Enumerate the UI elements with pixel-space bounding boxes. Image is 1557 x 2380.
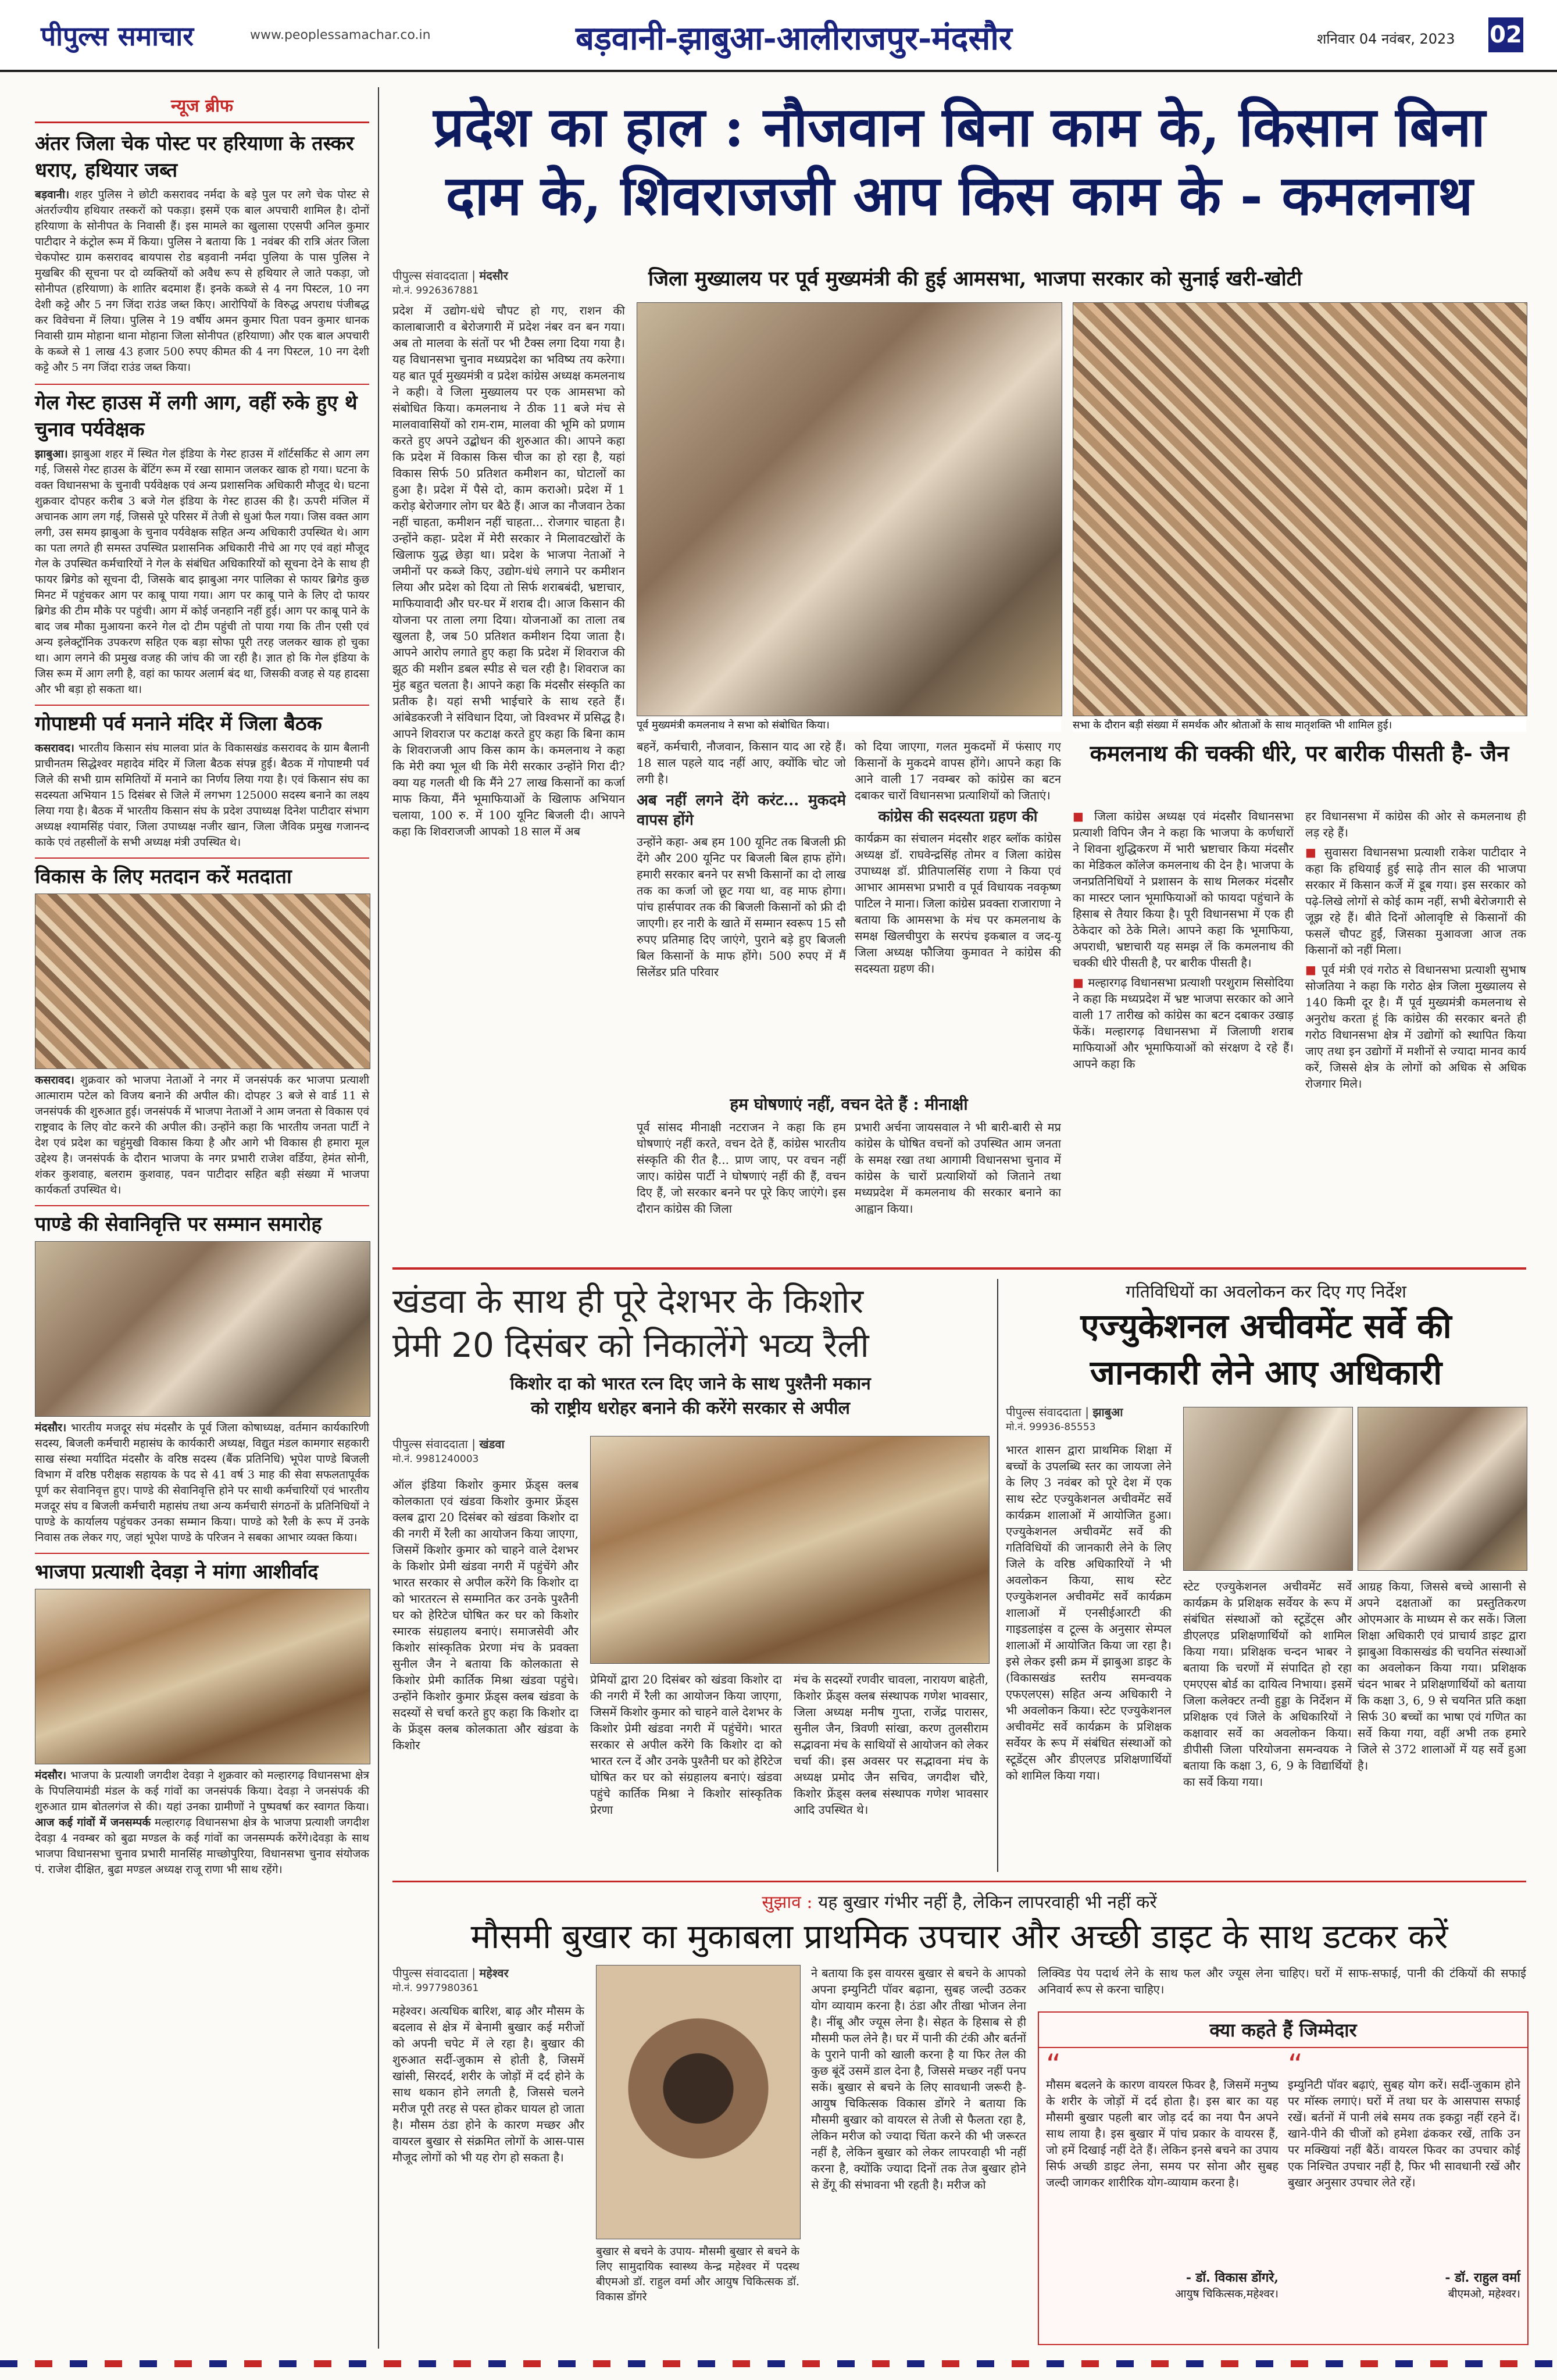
quote-text: इम्युनिटी पॉवर बढ़ाएं, सुबह योग करें। सर्दी-जुकाम होने पर मॉस्क लगाएं। घरों में तथा घर के आसपास सफाई रखें। बर्तनों में पानी लंबे समय तक इकट्ठा नहीं रहने दें। खाने-पीने की चीजों को हमेशा ढंककर रखें, ताकि उन पर मक्खियां नहीं बैठें। वायरल फिवर का उपचार कोई एक निश्चित उपचार नहीं है, फिर भी सावधानी रखें और बुखार अनुसार उपचार लेते रहें। xyxy=(1288,2078,1520,2189)
kishore-house-photo xyxy=(590,1436,990,1664)
quote-author: - डॉ. विकास डोंगरे, xyxy=(1185,2270,1279,2285)
lead-body-col2b: पूर्व सांसद मीनाक्षी नटराजन ने कहा कि हम घोषणाएं नहीं करते, वचन देते हैं, कांग्रेस भारतीय संस्कृति की रीत है... प्राण जाए, पर वचन नहीं जाए। कांग्रेस पार्टी ने घोषणाएं नहीं की हैं, वचन दिए हैं, जो सरकार बनने पर पूरे किए जाएंगे। इस दौरान कांग्रेस की जिला xyxy=(637,1120,846,1216)
story-headline[interactable]: गेल गेस्ट हाउस में लगी आग, वहीं रुके हुए थे चुनाव पर्यवेक्षक xyxy=(35,384,369,443)
lead-body-col3: को दिया जाएगा, गलत मुकदमों में फंसाए गए किसानों के मुकदमे वापस होंगे। आपने कहा कि आने वाली 17 नवम्बर को कांग्रेस का बटन दबाकर चारों विधानसभा प्रत्याशियों को जिताएं। कांग्रेस की सदस्यता ग्रहण की कार्यक्रम का संचालन मंदसौर शहर ब्लॉक कांग्रेस अध्यक्ष डॉ. राघवेन्द्रसिंह तोमर व जिला कांग्रेस उपाध्यक्ष डॉ. प्रीतिपालसिंह राणा ने किया एवं आभार आमसभा प्रभारी व पूर्व विधायक नवकृष्ण पाटिल ने माना। जिला कांग्रेस प्रवक्ता राजाराणा ने बताया कि आमसभा के मंच पर कमलनाथ के समक्ष खिलचीपुरा के सरपंच इकबाल व जद-यू जिला अध्यक्ष फौजिया कुमावत ने कांग्रेस की सदस्यता ग्रहण की। xyxy=(855,739,1061,975)
bullet-icon: ■ xyxy=(1305,963,1317,977)
quote-author: - डॉ. राहुल वर्मा xyxy=(1445,2270,1520,2285)
kicker: सुझाव : यह बुखार गंभीर नहीं है, लेकिन लापरवाही भी नहीं करें xyxy=(762,1892,1157,1913)
mosquito-photo xyxy=(596,1965,801,2239)
khandwa-story xyxy=(392,1279,988,1872)
edition-title: बड़वानी-झाबुआ-आलीराजपुर-मंदसौर xyxy=(576,19,1012,58)
section-divider xyxy=(392,1881,1526,1882)
quote-icon: “ xyxy=(1046,2048,1061,2082)
dateline-separator: | xyxy=(1085,1405,1089,1419)
section-divider xyxy=(392,1267,1526,1270)
jhabua-col1: भारत शासन द्वारा प्राथमिक शिक्षा में बच्चों के उपलब्धि स्तर का जायजा लेने के लिए 3 नवंबर को पूरे देश में एक साथ स्टेट एज्युकेशनल अचीवमेंट सर्वे कार्यक्रम शालाओं में आयोजित हुआ। एज्युकेशनल अचीवमेंट सर्वे की गतिविधियों की जानकारी लेने के लिए जिले के वरिष्ठ अधिकारियों ने भी अवलोकन किया, साथ स्टेट एज्युकेशनल अचीवमेंट सर्वे कार्यक्रम शालाओं में एनसीईआरटी की गाइडलाइंस व टूल्स के अनुसार सेम्पल शालाओं में आयोजित किया जा रहा है। इसे लेकर इसी क्रम में झाबुआ डाइट के (विकासखंड स्तरीय समन्वयक एफएलएस) सहित अन्य अधिकारी ने भी अवलोकन किया। स्टेट एज्युकेशनल अचीवमेंट सर्वे कार्यक्रम के प्रशिक्षक सर्वेयर के रूप में संबंधित संस्थाओं को स्टूडेंट्स और डीएलएड प्रशिक्षणार्थियों को शामिल किया गया। xyxy=(1006,1443,1172,1782)
photo-caption: पूर्व मुख्यमंत्री कमलनाथ ने सभा को संबोधित किया। xyxy=(637,718,1061,732)
khandwa-col3: मंच के सदस्यों रणवीर चावला, नारायण बाहेती, किशोर फ्रेंड्स क्लब संस्थापक गणेश भावसार, जिला अध्यक्ष मनीष गुप्ता, राजेंद्र पारासर, सुनील जैन, त्रिवणी सांखा, करण तुलसीराम सद्भावना मंच के साथियों से आयोजन को लेकर चर्चा की। इस अवसर पर सद्भावना मंच के अध्यक्ष प्रमोद जैन सचिव, जगदीश चौरे, किशोर फ्रेंड्स क्लब संस्थापक गणेश भावसार आदि उपस्थित थे। xyxy=(794,1673,988,1817)
dateline-separator: | xyxy=(472,1966,476,1980)
ceremony-photo xyxy=(35,1241,370,1417)
story-body: मंदसौर। भारतीय मजदूर संघ मंदसौर के पूर्व जिला कोषाध्यक्ष, वर्तमान कार्यकारिणी सदस्य, बिजली कर्मचारी महासंघ के कार्यकारी अध्यक्ष, विद्युत मंडल कामगार सहकारी साख संस्था मर्यादित मंदसौर के वरिष्ठ सदस्य (बैंक प्रतिनिधि) भूपेश पाण्डे बिजली विभाग में वरिष्ठ परीक्षक सहायक के पद से 41 वर्ष 3 माह की सेवा सफलतापूर्वक पूर्ण कर सेवानिवृत्त हुए। पाण्डे की सेवानिवृत्ति होने पर साथी कर्मचारियों एवं भारतीय मजदूर संघ व बिजली कर्मचारी महासंघ तथा अन्य कर्मचारी संगठनों के प्रतिनिधियों ने पाण्डे के कार्यालय पहुंचकर उनका सम्मान किया। पाण्डे को रैली के रूप में उनके निवास तक लेकर गए, जहां भूपेश पाण्डे के परिजन ने सबका आभार व्यक्त किया। xyxy=(35,1421,369,1544)
box-col2: हर विधानसभा में कांग्रेस की ओर से कमलनाथ ही लड़ रहे हैं। ■ सुवासरा विधानसभा प्रत्याशी राकेश पाटीदार ने कहा कि हथियाई हुई साढ़े तीन साल की भाजपा सरकार में किसान कर्जे में डूब गया। इस सरकार को पढ़े-लिखे लोगों से कोई काम नहीं, सभी बेरोजगारी से जूझ रहे हैं। बीते दिनों ओलावृष्टि से किसानों की फसलें चौपट हुईं, जिसका मुआवजा आज तक किसानों को नहीं मिला। ■ पूर्व मंत्री एवं गरोठ से विधानसभा प्रत्याशी सुभाष सोजतिया ने कहा कि गरोठ क्षेत्र जिला मुख्यालय से 140 किमी दूर है। मैं पूर्व मुख्यमंत्री कमलनाथ से अनुरोध करता हूं कि कांग्रेस की सरकार बनते ही गरोठ विधानसभा क्षेत्र में उद्योगों को स्थापित किया जाए तथा इन उद्योगों में मशीनों से ज्यादा मानव कार्य करें, जिससे क्षेत्र के लोगों को अधिक से अधिक रोजगार मिले। xyxy=(1305,809,1526,1091)
khandwa-subhead: किशोर दा को भारत रत्न दिए जाने के साथ पुश्तैनी मकान को राष्ट्रीय धरोहर बनाने की करेंगे सरकार से अपील xyxy=(510,1374,871,1418)
classroom-photo-1 xyxy=(1183,1407,1353,1571)
story-headline[interactable]: पाण्डे की सेवानिवृत्ति पर सम्मान समारोह xyxy=(35,1205,369,1238)
story-body: कसरावद। शुक्रवार को भाजपा नेताओं ने नगर में जनसंपर्क कर भाजपा प्रत्याशी आत्माराम पटेल को विजय बनाने की अपील की। दोपहर 3 बजे से वार्ड 11 से जनसंपर्क की शुरुआत हुई। जनसंपर्क में भाजपा नेताओं ने आम जनता से विकास एवं राष्ट्रवाद के लिए वोट करने की अपील की। उन्होंने कहा कि भारतीय जनता पार्टी ने देश एवं प्रदेश का चहुंमुखी विकास किया है और आगे भी विकास ही हमारा मूल उद्देश्य है। जनसंपर्क के दौरान भाजपा के नगर प्रभारी राजेश वर्डिया, हेमंत सोनी, शंकर कुशवाह, बलराम कुशवाह, पवन पाटीदार सहित बड़ी संख्या में भाजपा कार्यकर्ता उपस्थित थे। xyxy=(35,1074,369,1196)
box-headline[interactable]: कमलनाथ की चक्की धीरे, पर बारीक पीसती है- जैन xyxy=(1090,740,1509,766)
health-story xyxy=(392,1889,1526,2343)
story-body: बड़वानी। शहर पुलिस ने छोटी कसरावद नर्मदा के बड़े पुल पर लगे चेक पोस्ट से अंतर्राज्यीय हथियार तस्करों को पकड़ा। इसमें एक बाल अपचारी शामिल है। दोनों हरियाणा के सोनीपत के निवासी हैं। इस मामले का खुलासा एएसपी अनिल कुमार पाटीदार ने कंट्रोल रूम में किया। पुलिस ने बताया कि 1 नवंबर की रात्रि अंतर जिला चेकपोस्ट ग्राम कसरावद बायपास रोड बड़वानी नर्मदा पुलिया के पास पुलिस ने मुखबिर की सूचना पर दो व्यक्तियों को अवैध रूप से हथियार ले जाते पकड़ा, जो सोनीपत (हरियाणा) के शातिर बदमाश हैं। इनके कब्जे से 4 नग पिस्टल, 10 नग देशी कट्टे और 5 नग जिंदा राउंड जब्त किए। आरोपियों के विरुद्ध अपराध पंजीबद्ध कर विवेचना में लिया। पुलिस ने 19 वर्षीय अमन कुमार पिता पवन कुमार धानक निवासी ग्राम मोहाना थाना मोहाना जिला सोनीपत (हरियाणा) और एक बाल अपचारी के कब्जे से 1 लाख 43 हजार 500 रुपए कीमत की 4 नग पिस्टल, 10 नग देशी कट्टे और 5 नग जिंदा राउंड जब्त किया। xyxy=(35,188,369,374)
byline: पीपुल्स संवाददाता | खंडवा मो.नं. 9981240003 xyxy=(392,1437,505,1465)
logo[interactable]: पीपुल्स समाचार xyxy=(41,20,194,52)
story-headline[interactable]: गोपाष्टमी पर्व मनाने मंदिर में जिला बैठक xyxy=(35,705,369,737)
crowd-photo xyxy=(1073,302,1527,716)
column-divider xyxy=(378,87,379,2349)
quote-role: बीएमओ, महेश्वर। xyxy=(1448,2288,1520,2300)
box-col1: ■ जिला कांग्रेस अध्यक्ष एवं मंदसौर विधानसभा प्रत्याशी विपिन जैन ने कहा कि भाजपा के कर्णधारों ने शिवना शुद्धिकरण में भारी भ्रष्टाचार किया मंदसौर का मेडिकल कॉलेज कमलनाथ की देन है। भाजपा के जनप्रतिनिधियों ने प्रशासन के साथ मिलकर मंदसौर का मास्टर प्लान भूमाफियाओं को फायदा पहुंचाने के हिसाब से तैयार किया है। पूरी विधानसभा में एक ही ठेकेदार को ठेके मिले। आपने कहा कि भूमाफिया, अपराधी, भ्रष्टाचारी यह समझ लें कि कमलनाथ की चक्की धीरे पीसती है, पर बारीक पीसती है। ■ मल्हारगढ़ विधानसभा प्रत्याशी परशुराम सिसोदिया ने कहा कि मध्यप्रदेश में भ्रष्ट भाजपा सरकार को आने वाली 17 तारीख को कांग्रेस का बटन दबाकर उखाड़ फेंकें। मल्हारगढ़ विधानसभा में जिलाणी शराब माफियाओं और भूमाफियाओं को संरक्षण दे रहे हैं। आपने कहा कि xyxy=(1073,809,1294,1071)
dateline-separator: | xyxy=(472,1437,476,1451)
quote-role: आयुष चिकित्सक,महेश्वर। xyxy=(1175,2288,1279,2300)
officials-box xyxy=(1038,2011,1529,2345)
jain-box xyxy=(1073,738,1526,1262)
jhabua-col3: आग्रह किया, जिससे बच्चे आसानी से अपने दक्षताओं का प्रस्तुतिकरण ओएमआर के माध्यम से कर सकें। जिला शिक्षा अधिकारी एवं प्राचार्य डाइट द्वारा झाबुआ विकासखंड की चयनित संस्थाओं का अवलोकन किया गया। प्रशिक्षक चंदन भाबर ने प्रशिक्षणार्थियों को बताया कि कक्षा 3, 6, 9 से चयनित प्रति कक्षा सिर्फ 30 बच्चों का भाषा एवं गणित का सर्वे किया गया, वहीं अभी तक हमारे जिले से 372 शालाओं में यह सर्वे हुआ है। xyxy=(1358,1579,1526,1773)
quote-doctor-2 xyxy=(1288,2048,1520,2338)
lead-subhead: जिला मुख्यालय पर पूर्व मुख्यमंत्री की हुई आमसभा, भाजपा सरकार को सुनाई खरी-खोटी xyxy=(648,267,1302,291)
footer-strip xyxy=(0,2360,1557,2367)
byline: पीपुल्स संवाददाता | महेश्वर मो.नं. 9977980361 xyxy=(392,1966,509,1994)
news-brief-column xyxy=(35,93,369,1878)
story-headline[interactable]: भाजपा प्रत्याशी देवड़ा ने मांगा आशीर्वाद xyxy=(35,1553,369,1585)
subhead: अब नहीं लगने देंगे करंट... मुकदमे वापस होंगे xyxy=(637,792,846,829)
lead-body-col3b: प्रभारी अर्चना जायसवाल ने भी बारी-बारी से मप्र कांग्रेस के घोषित वचनों को उपस्थित आम जनता के समक्ष रखा तथा आगामी विधानसभा चुनाव में कांग्रेस के चारों प्रत्याशियों को जिताने तथा मध्यप्रदेश में कमलनाथ की सरकार बनाने का आह्वान किया। xyxy=(855,1120,1061,1216)
bullet-icon: ■ xyxy=(1073,809,1087,823)
page-number: 02 xyxy=(1488,17,1523,52)
masthead xyxy=(0,0,1557,72)
byline: पीपुल्स संवाददाता | झाबुआ मो.नं. 99936-85553 xyxy=(1006,1405,1123,1433)
story-body: कसरावद। भारतीय किसान संघ मालवा प्रांत के विकासखंड कसरावद के ग्राम बैलानी प्राचीनतम सिद्धेश्वर महादेव मंदिर में जिला बैठक संपन्न हुई। बैठक में गोपाष्टमी पर्व जिले की सभी ग्राम समितियों में मनाने का निर्णय लिया गया है। एवं किसान संघ का सदस्यता अभियान 15 दिसंबर से जिले में लगभग 125000 सदस्य बनाने का लक्ष्य लिया गया है। बैठक में भारतीय किसान संघ के प्रदेश उपाध्यक्ष दिनेश पाटीदार संभाग अध्यक्ष श्यामसिंह पंवार, जिला उपाध्यक्ष नजीर खान, जिला जैविक प्रमुख गजानन्द काके एवं तहसीलों के सभी अध्यक्ष मंत्री उपस्थित थे। xyxy=(35,742,369,849)
lead-body-col2: बहनें, कर्मचारी, नौजवान, किसान याद आ रहे हैं। 18 साल पहले याद नहीं आए, क्योंकि चोट जो लगी है। अब नहीं लगने देंगे करंट... मुकदमे वापस होंगे उन्होंने कहा- अब हम 100 यूनिट तक बिजली फ्री देंगे और 200 यूनिट पर बिजली बिल हाफ होंगे। हमारी सरकार बनने पर सभी किसानों का दो लाख तक का कर्जा जो छूट गया था, वह माफ होगा। पांच हार्सपावर तक की बिजली किसानों को फ्री दी जाएगी। हर नारी के खाते में सम्मान स्वरूप 15 सौ रुपए प्रतिमाह दिए जाएंगे, पुराने बड़े हुए बिजली बिल किसानों के माफ होंगे। 500 रुपए में मैं सिलेंडर प्रति परिवार xyxy=(637,739,846,979)
story-body: मंदसौर। भाजपा के प्रत्याशी जगदीश देवड़ा ने शुक्रवार को मल्हारगढ़ विधानसभा क्षेत्र के पिपलियामंडी मंडल के कई गांवों का जनसंपर्क किया। देवड़ा ने जनसंपर्क की शुरुआत ग्राम बोतलगंज से की। यहां उनका ग्रामीणों ने पुष्पवर्षा कर स्वागत किया। आज कई गांवों में जनसम्पर्क मल्हारगढ़ विधानसभा क्षेत्र के भाजपा प्रत्याशी जगदीश देवड़ा 4 नवम्बर को बुढा मण्डल के कई गांवों का जनसम्पर्क करेंगे।देवड़ा के साथ भाजपा विधानसभा चुनाव प्रभारी मानसिंह माच्छोपुरिया, विधानसभा चुनाव संयोजक पं. राजेश दीक्षित, बुढा मण्डल अध्यक्ष राजू राणा भी साथ रहेंगे। xyxy=(35,1769,369,1876)
health-col1: महेश्वर। अत्यधिक बारिश, बाढ़ और मौसम के बदलाव से क्षेत्र में बेनामी बुखार कई मरीजों को अपनी चपेट में ले रहा है। बुखार की शुरुआत सर्दी-जुकाम से होती है, जिसमें खांसी, सिरदर्द, शरीर के जोड़ों में दर्द होने के साथ थकान होने लगती है, जिससे चलने मरीज पूरी तरह से पस्त होकर घायल हो जाता है। मौसम ठंडा होने के कारण मच्छर और वायरल बुखार से संक्रमित लोगों के आस-पास मौजूद लोगों को भी यह रोग हो सकता है। xyxy=(392,2004,584,2164)
subhead: कांग्रेस की सदस्यता ग्रहण की xyxy=(878,808,1038,826)
section-label: न्यूज ब्रीफ xyxy=(35,93,369,123)
story-headline[interactable]: विकास के लिए मतदान करें मतदाता xyxy=(35,857,369,890)
story-headline[interactable]: अंतर जिला चेक पोस्ट पर हरियाणा के तस्कर धराए, हथियार जब्त xyxy=(35,132,354,182)
khandwa-headline[interactable]: खंडवा के साथ ही पूरे देशभर के किशोर प्रेमी 20 दिसंबर को निकालेंगे भव्य रैली xyxy=(392,1281,869,1365)
health-col2: ने बताया कि इस वायरस बुखार से बचने के आपको अपना इम्युनिटी पॉवर बढ़ाना, सुबह जल्दी उठकर योग व्यायाम करना है। ठंडा और तीखा भोजन लेना है। नींबू और ज्यूस लेना है। सेहत के हिसाब से ही मौसमी फल लेने है। घर में पानी की टंकी और बर्तनों के पुराने पानी को खाली करना है या फिर तेल की कुछ बूंदें उसमें डाल देना है, जिससे मच्छर नहीं पनप सकें। बुखार से बचने के लिए सावधानी जरूरी है- आयुष चिकित्सक विकास डोंगरे ने बताया कि मौसमी बुखार को वायरल से तेजी से फैलता रहा है, लेकिन मरीज को ज्यादा चिंता करने की भी जरूरत नहीं है, लेकिन बुखार को लेकर लापरवाही भी नहीं करना है, क्योंकि ज्यादा दिनों तक तेज बुखार होने से डेंगू की संभावना भी रहती है। मरीज को xyxy=(811,1966,1026,2192)
candidate-photo xyxy=(35,1589,370,1764)
khandwa-col1: ऑल इंडिया किशोर कुमार फ्रेंड्स क्लब कोलकाता एवं खंडवा किशोर कुमार फ्रेंड्स क्लब द्वारा 20 दिसंबर को खंडवा किशोर दा की नगरी में रैली का आयोजन किया जाएगा, जिसमें किशोर कुमार को चाहने वाले देशभर के किशोर प्रेमी खंडवा नगरी में पहुंचेंगे और भारत सरकार से अपील करेंगे कि किशोर दा को भारतरत्न से सम्मानित कर उनके पुश्तैनी घर को हेरिटेज घोषित कर घर को किशोर स्मारक संग्रहालय बनाएं। समाजसेवी और किशोर सांस्कृतिक प्रेरणा मंच के प्रवक्ता सुनील जैन ने बताया कि कोलकाता से किशोर प्रेमी कार्तिक मिश्रा खंडवा पहुंचे। उन्होंने किशोर कुमार फ्रेंड्स क्लब खंडवा के सदस्यों से चर्चा करते हुए कहा कि किशोर दा के फ्रेंड्स क्लब कोलकाता और खंडवा के किशोर xyxy=(392,1478,578,1752)
dateline-separator: | xyxy=(472,269,476,283)
website-link[interactable]: www.peoplessamachar.co.in xyxy=(250,28,431,42)
classroom-photo-2 xyxy=(1358,1407,1527,1571)
photo-caption: सभा के दौरान बड़ी संख्या में समर्थक और श्रोताओं के साथ मातृशक्ति भी शामिल हुई। xyxy=(1073,718,1526,732)
health-headline[interactable]: मौसमी बुखार का मुकाबला प्राथमिक उपचार और अच्छी डाइट के साथ डटकर करें xyxy=(470,1917,1448,1956)
lead-story xyxy=(392,93,1526,1262)
issue-date: शनिवार 04 नवंबर, 2023 xyxy=(1317,31,1455,47)
quote-text: मौसम बदलने के कारण वायरल फिवर है, जिसमें मनुष्य के शरीर के जोड़ों में दर्द होता है। इस बार का यह मौसमी बुखार पहली बार जोड़ दर्द का नया पैन अपने साथ लाया है। इस बुखार में पांच प्रकार के वायरस हैं, जो हमें दिखाई नहीं देते हैं। लेकिन इनसे बचने का उपाय सिर्फ अच्छी डाइट लेना, समय पर सोना और सुबह जल्दी जागकर शारीरिक योग-व्यायाम करना है। xyxy=(1046,2078,1279,2189)
kicker: गतिविधियों का अवलोकन कर दिए गए निर्देश xyxy=(1126,1282,1406,1302)
jhabua-story xyxy=(1006,1279,1526,1872)
bullet-icon: ■ xyxy=(1305,845,1319,859)
jhabua-headline[interactable]: एज्युकेशनल अचीवमेंट सर्वे की जानकारी लेने आए अधिकारी xyxy=(1080,1306,1452,1392)
khandwa-col2: प्रेमियों द्वारा 20 दिसंबर को खंडवा किशोर दा की नगरी में रैली का आयोजन किया जाएगा, जिसमें किशोर कुमार को चाहने वाले देशभर के किशोर प्रेमी खंडवा नगरी में पहुंचेंगे। भारत सरकार से अपील करेंगे कि किशोर दा को भारत रत्न दें और उनके पुश्तैनी घर को हेरिटेज घोषित कर घर को संग्रहालय बनाएं। खंडवा पहुंचे कार्तिक मिश्रा ने किशोर सांस्कृतिक प्रेरणा xyxy=(590,1673,782,1817)
jhabua-col2: स्टेट एज्युकेशनल अचीवमेंट सर्वे कार्यक्रम के प्रशिक्षक सर्वेयर के रूप में संबंधित संस्थाओं को स्टूडेंट्स और डीएलएड प्रशिक्षणार्थियों को शामिल किया गया। प्रशिक्षक चन्दन भाबर ने बताया कि चरणों में संपादित हो रहा एमएएस बोर्ड का दायित्व निभाया। इसमें जिला कलेक्टर तन्वी हुड्डा के निर्देशन में प्रशिक्षक एवं जिले के अधिकारियों ने कक्षावार सर्वे का अवलोकन किया। डीपीसी जिला परियोजना समन्वयक ने बताया कि कक्षा 3, 6, 9 के विद्यार्थियों का सर्वे किया गया। xyxy=(1183,1579,1352,1789)
health-col3: लिक्विड पेय पदार्थ लेने के साथ फल और ज्यूस लेना चाहिए। घरों में साफ-सफाई, पानी की टंकियों की सफाई अनिवार्य रूप से करना चाहिए। xyxy=(1038,1966,1526,1996)
health-caption: बुखार से बचने के उपाय- मौसमी बुखार से बचने के लिए सामुदायिक स्वास्थ्य केन्द्र महेश्वर में पदस्थ बीएमओ डॉ. राहुल वर्मा और आयुष चिकित्सक डॉ. विकास डोंगरे xyxy=(596,2245,799,2303)
jansampark-photo xyxy=(35,894,370,1069)
quote-icon: “ xyxy=(1288,2048,1303,2082)
quote-doctor-1 xyxy=(1046,2048,1279,2338)
subhead: हम घोषणाएं नहीं, वचन देते हैं : मीनाक्षी xyxy=(730,1095,968,1114)
bullet-icon: ■ xyxy=(1073,975,1084,989)
kamalnath-speech-photo xyxy=(637,302,1062,716)
lead-body-col1: प्रदेश में उद्योग-धंधे चौपट हो गए, राशन की कालाबाजारी व बेरोजगारी में प्रदेश नंबर वन बन गया। अब तो मालवा के संतों पर भी टैक्स लगा दिया गया है। यह विधानसभा चुनाव मध्यप्रदेश का भविष्य तय करेगा। यह बात पूर्व मुख्यमंत्री व प्रदेश कांग्रेस अध्यक्ष कमलनाथ ने कही। वे जिला मुख्यालय पर एक आमसभा को संबोधित किया। कमलनाथ ने ठीक 11 बजे मंच से मालवावासियों को राम-राम, मालवा की भूमि को प्रणाम करते हुए अपने उद्बोधन की शुरुआत की। आपने कहा कि प्रदेश में विकास किस चीज का हो रहा है, यहां विकास सिर्फ 50 प्रतिशत कमीशन का, घोटालों का हुआ है। प्रदेश में पैसे दो, काम कराओ। प्रदेश में 1 करोड़ बेरोजगार लोग घर बैठे हैं। आज का नौजवान ठेका नहीं चाहता, कमीशन नहीं चाहता... रोजगार चाहता है। उन्होंने कहा- प्रदेश में मेरी सरकार ने मिलावटखोरों के खिलाफ युद्ध छेड़ा था। प्रदेश के भाजपा नेताओं ने जमीनों पर कब्जे किए, उद्योग-धंधे लगाने पर कमीशन लिया और प्रदेश को दिया तो सिर्फ शराबबंदी, भ्रष्टाचार, माफियावादी और घर-घर में शराब दी। आज किसान की योजना पर ताला लगा दिया। योजनाओं का ताला तब खुलता है, जब 50 प्रतिशत कमीशन दिया जाता है। आपने आरोप लगाते हुए कहा कि प्रदेश में शिवराज की झूठ की मशीन डबल स्पीड से चल रही है। शिवराज का मुंह बहुत चलता है। आपने कहा कि मंदसौर संस्कृति का प्रतीक है। यहां सभी भाईचारे के साथ रहते हैं। आंबेडकरजी ने संविधान दिया, जो विश्वभर में प्रसिद्ध है। आपने शिवराज पर कटाक्ष करते हुए कहा कि बिना काम के शिवराजजी आप किस काम के। कमलनाथ ने कहा कि मेरी क्या भूल थी कि मेरी सरकार उन्होंने गिरा दी? क्या यह गलती थी कि मैंने 27 लाख किसानों का कर्जा माफ किया, मैंने भूमाफियाओं के खिलाफ अभियान चलाया, 100 रु. में 100 यूनिट बिजली दी। आपने कहा कि शिवराजजी आपको 18 साल में अब xyxy=(392,303,625,838)
box-title: क्या कहते हैं जिम्मेदार xyxy=(1039,2013,1527,2048)
byline: पीपुल्स संवाददाता | मंदसौर मो.नं. 9926367881 xyxy=(392,269,508,296)
column-divider xyxy=(997,1279,998,1872)
lead-headline[interactable]: प्रदेश का हाल : नौजवान बिना काम के, किसान बिना दाम के, शिवराजजी आप किस काम के - कमलनाथ xyxy=(433,95,1485,228)
story-body: झाबुआ। झाबुआ शहर में स्थित गेल इंडिया के गेस्ट हाउस में शॉर्टसर्किट से आग लग गई, जिससे गेस्ट हाउस के बेंटिंग रूम में रखा सामान जलकर खाक हो गया। घटना के वक्त विधानसभा के चुनावी पर्यवेक्षक एवं अन्य प्रशासनिक अधिकारी मौजूद थे। घटना शुक्रवार दोपहर करीब 3 बजे गेल इंडिया के गेस्ट हाउस की है। ऊपरी मंजिल में अचानक आग लग गई, जिससे पूरे परिसर में तेजी से धुआं फैल गया। जिस वक्त आग लगी, उस समय झाबुआ के चुनाव पर्यवेक्षक सहित अन्य अधिकारी उपस्थित थे। आग का पता लगते ही समस्त उपस्थित प्रशासनिक अधिकारी नीचे आ गए एवं वहां मौजूद गेल के उपस्थित कर्मचारियों ने गेल के संबंधित अधिकारियों को सूचना देने के साथ ही फायर ब्रिगेड को सूचना दी, जिसके बाद झाबुआ नगर पालिका से फायर ब्रिगेड कुछ मिनट में पहुंचकर आग पर काबू पाया गया। आग पर काबू पाने के लिए दो फायर ब्रिगेड की टीम मौके पर पहुंची। आग में कोई जनहानि नहीं हुई। आग पर काबू पाने के बाद जब मौका मुआयना करने गेल दो टीम पहुंची तो पाया गया कि तीन एसी एवं अन्य इलेक्ट्रॉनिक उपकरण सहित एक बड़ा सोफा पूरी तरह जलकर खाक हो चुका था। आग लगने की प्रमुख वजह की जांच की जा रही है। ज्ञात हो कि गेल इंडिया के जिस रूम में आग लगी है, वहां का फायर अलार्म बंद था, जिसकी वजह से यह हादसा और भी बड़ा हो सकता था। xyxy=(35,448,369,696)
